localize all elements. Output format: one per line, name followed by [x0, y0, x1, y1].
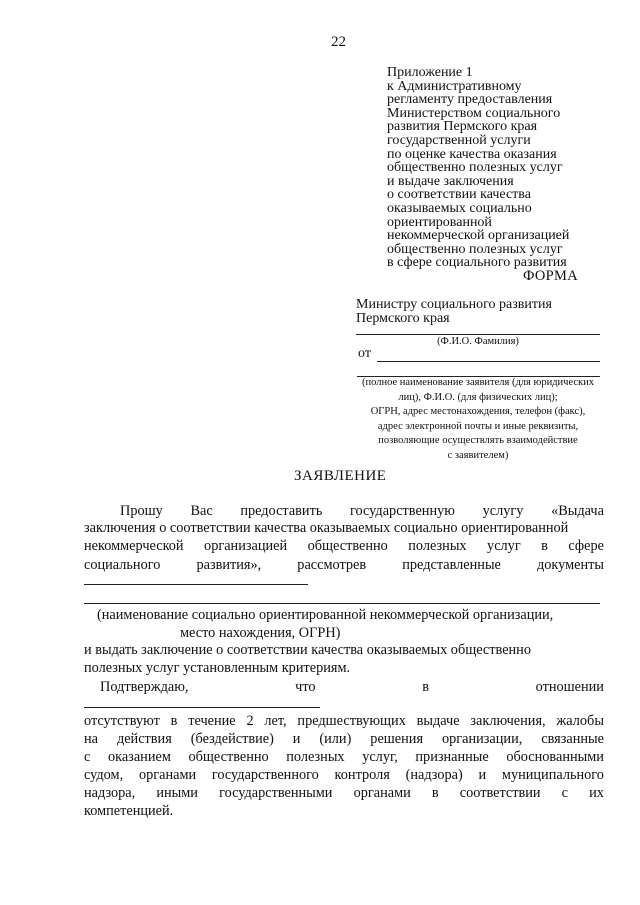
- p3-line-3: [84, 731, 604, 748]
- word: Вас: [190, 503, 213, 519]
- word: государственную: [350, 503, 455, 519]
- applicant-caption-line: ОГРН, адрес местонахождения, телефон (факс),: [370, 406, 586, 417]
- from-line[interactable]: [377, 361, 600, 362]
- fio-caption: (Ф.И.О. Фамилия): [437, 336, 519, 347]
- form-label: ФОРМА: [522, 268, 578, 284]
- word: Прошу: [120, 503, 163, 519]
- addressee-line-2: Пермского края: [356, 311, 450, 326]
- word: и: [292, 731, 301, 747]
- word: (надзора): [405, 767, 463, 783]
- word: в: [422, 679, 429, 695]
- appendix-line: по оценке качества оказания: [387, 146, 557, 162]
- word: «Выдача: [551, 503, 604, 519]
- applicant-caption-line: с заявителем): [447, 449, 509, 461]
- word: в: [541, 538, 548, 554]
- p1-line-1: [120, 503, 604, 520]
- word: решения: [370, 731, 424, 747]
- p1-line-3: [84, 538, 604, 555]
- appendix-line: в сфере социального развития: [387, 255, 567, 271]
- p2-line-2: полезных услуг установленным критериям.: [84, 660, 351, 676]
- document-title: ЗАЯВЛЕНИЕ: [294, 468, 387, 484]
- word: заключения,: [470, 713, 546, 729]
- word: организацией: [204, 538, 288, 554]
- p3-line-2: [84, 713, 604, 730]
- word: социального: [84, 557, 161, 573]
- appendix-line: ориентированной: [387, 214, 492, 230]
- word: организации,: [441, 731, 523, 747]
- word: иными: [156, 785, 198, 801]
- appendix-line: развития Пермского края: [387, 119, 538, 135]
- word: судом,: [84, 767, 124, 783]
- word: общественно: [188, 749, 269, 765]
- p1-line-4: [84, 557, 604, 574]
- word: надзора,: [84, 785, 136, 801]
- word: лет,: [264, 713, 287, 729]
- word: выдаче: [416, 713, 460, 729]
- word: и: [478, 767, 487, 783]
- appendix-line: и выдаче заключения: [387, 173, 514, 189]
- word: (бездействие): [190, 731, 274, 747]
- applicant-caption-line: (полное наименование заявителя (для юридических: [361, 377, 595, 388]
- fill-line-short[interactable]: [84, 584, 308, 585]
- word: связанные: [541, 731, 604, 747]
- p3-line-6: [84, 785, 604, 802]
- word: органами: [353, 785, 411, 801]
- p3-line-7: компетенцией.: [84, 803, 174, 819]
- word: рассмотрев: [297, 557, 367, 573]
- p3-line-4: [84, 749, 604, 766]
- word: услуг,: [362, 749, 398, 765]
- word: в: [431, 785, 439, 801]
- word: государственного: [211, 767, 319, 783]
- applicant-caption-line: позволяющие осуществлять взаимодействие: [378, 435, 578, 446]
- word: оказанием: [107, 749, 171, 765]
- word: (или): [319, 731, 352, 747]
- appendix-line: к Административному: [387, 78, 522, 94]
- appendix-block: [387, 66, 569, 270]
- word: соответствии: [459, 785, 541, 801]
- appendix-line: государственной услуги: [387, 132, 531, 148]
- word: с: [561, 785, 569, 801]
- word: с: [84, 749, 91, 765]
- word: действия: [116, 731, 172, 747]
- appendix-line: общественно полезных услуг: [387, 160, 563, 176]
- p3-line-1: [100, 679, 604, 696]
- word: предоставить: [240, 503, 323, 519]
- word: контроля: [334, 767, 390, 783]
- p2-line-1: и выдать заключение о соответствии качества оказываемых общественно: [84, 642, 531, 658]
- word: течение: [188, 713, 236, 729]
- word: органами: [138, 767, 197, 783]
- appendix-line: о соответствии качества: [387, 187, 531, 203]
- applicant-caption-line: адрес электронной почты и иные реквизиты,: [377, 420, 579, 432]
- word: признанные: [415, 749, 489, 765]
- word: услуг: [487, 538, 521, 554]
- appendix-line: оказываемых социально: [387, 200, 532, 216]
- word: отсутствуют: [84, 713, 160, 729]
- word: жалобы: [556, 713, 604, 729]
- word: некоммерческой: [84, 538, 184, 554]
- org-caption-2: место нахождения, ОГРН): [180, 625, 341, 641]
- page-number: 22: [331, 34, 346, 50]
- addressee-block: [356, 298, 552, 326]
- word: что: [295, 679, 316, 695]
- appendix-line: общественно полезных услуг: [387, 241, 563, 257]
- org-line[interactable]: [84, 603, 600, 604]
- appendix-line: регламенту предоставления: [387, 92, 553, 108]
- word: представленные: [402, 557, 501, 573]
- fill-line-org[interactable]: [84, 707, 320, 708]
- word: Подтверждаю,: [100, 679, 189, 695]
- word: обоснованными: [506, 749, 604, 765]
- appendix-line: Приложение 1: [387, 65, 473, 80]
- applicant-caption-line: лиц), Ф.И.О. (для физических лиц);: [398, 391, 558, 403]
- p1-line-2: заключения о соответствии качества оказываемых социально ориентированной: [84, 520, 569, 536]
- word: их: [589, 785, 604, 801]
- word: общественно: [307, 538, 388, 554]
- addressee-line-1: Министру социального развития: [356, 297, 552, 312]
- word: муниципального: [501, 767, 604, 783]
- word: полезных: [408, 538, 467, 554]
- word: 2: [246, 713, 254, 729]
- word: на: [84, 731, 98, 747]
- from-label: от: [358, 346, 371, 361]
- p3-line-5: [84, 767, 604, 784]
- word: развития»,: [196, 557, 262, 573]
- word: документы: [536, 557, 604, 573]
- word: в: [170, 713, 178, 729]
- word: государственными: [219, 785, 333, 801]
- word: полезных: [286, 749, 345, 765]
- appendix-line: некоммерческой организацией: [387, 228, 570, 244]
- applicant-caption: [356, 376, 600, 463]
- word: услугу: [482, 503, 524, 519]
- word: предшествующих: [297, 713, 406, 729]
- word: отношении: [535, 679, 604, 695]
- appendix-line: Министерством социального: [387, 105, 561, 121]
- word: сфере: [568, 538, 604, 554]
- org-caption-1: (наименование социально ориентированной некоммерческой организации,: [97, 607, 554, 623]
